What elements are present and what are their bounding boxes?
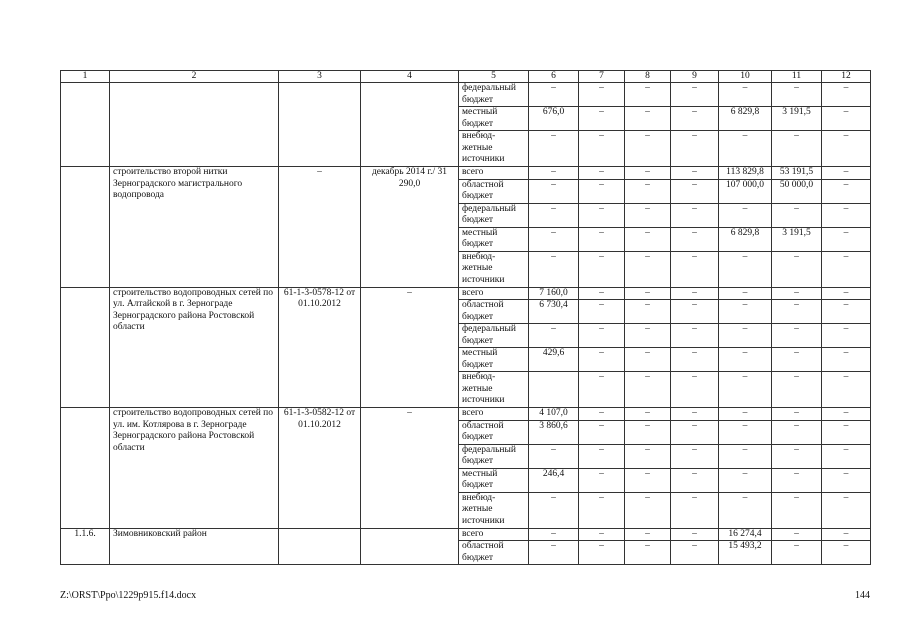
value-cell: –	[625, 324, 671, 348]
value-cell: –	[625, 107, 671, 131]
value-cell: –	[625, 287, 671, 300]
column-number-cell: 1	[61, 71, 110, 83]
value-cell: –	[625, 83, 671, 107]
funding-source-cell: всего	[459, 167, 529, 180]
item-number-cell	[61, 83, 110, 167]
document-table-area	[60, 70, 870, 565]
value-cell: –	[671, 348, 719, 372]
funding-source-cell: федеральный бюджет	[459, 203, 529, 227]
value-cell: 4 107,0	[529, 408, 579, 421]
value-cell: –	[772, 541, 822, 565]
value-cell: –	[671, 420, 719, 444]
table-body	[61, 71, 871, 565]
column-number-cell: 2	[110, 71, 279, 83]
value-cell: –	[822, 408, 871, 421]
value-cell: –	[625, 528, 671, 541]
funding-source-cell: внебюд-жетные источники	[459, 492, 529, 528]
value-cell: –	[625, 179, 671, 203]
file-path: Z:\ORST\Ppo\1229p915.f14.docx	[60, 590, 197, 601]
funding-source-cell: местный бюджет	[459, 107, 529, 131]
value-cell: –	[625, 541, 671, 565]
value-cell: –	[822, 324, 871, 348]
value-cell: –	[671, 492, 719, 528]
value-cell: –	[529, 324, 579, 348]
value-cell: –	[719, 468, 772, 492]
value-cell: –	[625, 167, 671, 180]
value-cell: –	[625, 444, 671, 468]
value-cell: –	[579, 287, 625, 300]
funding-source-cell: всего	[459, 408, 529, 421]
value-cell: –	[579, 251, 625, 287]
column-number-cell: 12	[822, 71, 871, 83]
value-cell: –	[772, 131, 822, 167]
funding-source-cell: федеральный бюджет	[459, 324, 529, 348]
table-row	[61, 167, 871, 180]
funding-source-cell: федеральный бюджет	[459, 444, 529, 468]
object-name-cell: строительство второй нитки Зерноградского магистрального водопровода	[110, 167, 279, 288]
expertise-conclusion-cell	[279, 83, 361, 167]
value-cell: –	[671, 107, 719, 131]
value-cell: 6 829,8	[719, 107, 772, 131]
funding-source-cell: федеральный бюджет	[459, 83, 529, 107]
column-number-cell: 6	[529, 71, 579, 83]
value-cell: –	[822, 203, 871, 227]
value-cell: –	[719, 408, 772, 421]
value-cell: –	[719, 324, 772, 348]
funding-source-cell: местный бюджет	[459, 468, 529, 492]
funding-source-cell: внебюд-жетные источники	[459, 131, 529, 167]
value-cell: –	[671, 444, 719, 468]
value-cell: 429,6	[529, 348, 579, 372]
value-cell: 3 860,6	[529, 420, 579, 444]
value-cell: –	[671, 287, 719, 300]
value-cell: –	[579, 408, 625, 421]
column-number-cell: 3	[279, 71, 361, 83]
value-cell: –	[529, 492, 579, 528]
value-cell: –	[579, 131, 625, 167]
value-cell: –	[822, 227, 871, 251]
expertise-conclusion-cell: 61-1-3-0578-12 от 01.10.2012	[279, 287, 361, 408]
value-cell: –	[579, 300, 625, 324]
value-cell: –	[579, 83, 625, 107]
funding-source-cell: всего	[459, 287, 529, 300]
value-cell: 113 829,8	[719, 167, 772, 180]
value-cell: 3 191,5	[772, 227, 822, 251]
value-cell: –	[822, 107, 871, 131]
value-cell: –	[822, 179, 871, 203]
value-cell: –	[671, 251, 719, 287]
value-cell: –	[822, 492, 871, 528]
item-number-cell	[61, 167, 110, 288]
value-cell: –	[625, 372, 671, 408]
commission-date-cell: декабрь 2014 г./ 31 290,0	[361, 167, 459, 288]
object-name-cell: строительство водопроводных сетей по ул. им. Котлярова в г. Зернограде Зерноградского района Ростовской области	[110, 408, 279, 529]
value-cell: –	[625, 420, 671, 444]
value-cell: –	[579, 492, 625, 528]
value-cell: –	[719, 131, 772, 167]
value-cell: –	[671, 408, 719, 421]
value-cell: –	[529, 444, 579, 468]
column-number-cell: 9	[671, 71, 719, 83]
table-row	[61, 408, 871, 421]
value-cell: –	[671, 300, 719, 324]
column-number-cell: 4	[361, 71, 459, 83]
value-cell: –	[772, 420, 822, 444]
value-cell: –	[822, 372, 871, 408]
value-cell: –	[719, 348, 772, 372]
value-cell: –	[822, 348, 871, 372]
expertise-conclusion-cell: –	[279, 167, 361, 288]
value-cell: –	[671, 167, 719, 180]
commission-date-cell	[361, 83, 459, 167]
table-row	[61, 83, 871, 107]
value-cell: –	[719, 300, 772, 324]
value-cell: –	[579, 348, 625, 372]
value-cell: –	[772, 83, 822, 107]
value-cell: –	[579, 444, 625, 468]
funding-source-cell: всего	[459, 528, 529, 541]
value-cell: –	[772, 372, 822, 408]
column-number-cell: 5	[459, 71, 529, 83]
value-cell: –	[719, 203, 772, 227]
value-cell: –	[529, 251, 579, 287]
value-cell: –	[772, 468, 822, 492]
value-cell: –	[579, 468, 625, 492]
value-cell: –	[579, 324, 625, 348]
table-row	[61, 287, 871, 300]
value-cell: 6 829,8	[719, 227, 772, 251]
funding-source-cell: местный бюджет	[459, 227, 529, 251]
value-cell: –	[625, 131, 671, 167]
value-cell: –	[822, 287, 871, 300]
value-cell: –	[822, 468, 871, 492]
value-cell: –	[625, 251, 671, 287]
value-cell: –	[822, 131, 871, 167]
value-cell	[529, 372, 579, 408]
value-cell: –	[772, 324, 822, 348]
value-cell: –	[719, 444, 772, 468]
value-cell: –	[822, 83, 871, 107]
value-cell: –	[772, 203, 822, 227]
value-cell: –	[822, 444, 871, 468]
value-cell: –	[529, 203, 579, 227]
item-number-cell: 1.1.6.	[61, 528, 110, 565]
value-cell: 3 191,5	[772, 107, 822, 131]
funding-source-cell: областной бюджет	[459, 541, 529, 565]
value-cell: –	[772, 348, 822, 372]
value-cell: –	[671, 83, 719, 107]
table-row	[61, 528, 871, 541]
value-cell: –	[625, 203, 671, 227]
column-number-cell: 8	[625, 71, 671, 83]
value-cell: –	[719, 251, 772, 287]
value-cell: –	[529, 167, 579, 180]
value-cell: –	[529, 179, 579, 203]
value-cell: –	[529, 528, 579, 541]
value-cell: –	[719, 492, 772, 528]
value-cell: –	[579, 203, 625, 227]
value-cell: –	[719, 372, 772, 408]
value-cell: –	[579, 107, 625, 131]
value-cell: –	[719, 287, 772, 300]
expertise-conclusion-cell: 61-1-3-0582-12 от 01.10.2012	[279, 408, 361, 529]
value-cell: –	[671, 131, 719, 167]
value-cell: –	[625, 227, 671, 251]
value-cell: –	[579, 167, 625, 180]
financing-table	[60, 70, 871, 565]
value-cell: 15 493,2	[719, 541, 772, 565]
value-cell: –	[772, 492, 822, 528]
value-cell: –	[719, 83, 772, 107]
value-cell: –	[671, 541, 719, 565]
value-cell: –	[772, 300, 822, 324]
value-cell: –	[579, 227, 625, 251]
column-number-cell: 11	[772, 71, 822, 83]
value-cell: –	[625, 348, 671, 372]
funding-source-cell: областной бюджет	[459, 300, 529, 324]
value-cell: –	[625, 468, 671, 492]
value-cell: –	[625, 492, 671, 528]
value-cell: 16 274,4	[719, 528, 772, 541]
value-cell: –	[822, 528, 871, 541]
value-cell: –	[671, 324, 719, 348]
commission-date-cell: –	[361, 408, 459, 529]
funding-source-cell: внебюд-жетные источники	[459, 372, 529, 408]
item-number-cell	[61, 287, 110, 408]
value-cell: –	[671, 372, 719, 408]
value-cell: –	[529, 541, 579, 565]
object-name-cell	[110, 83, 279, 167]
value-cell: 50 000,0	[772, 179, 822, 203]
funding-source-cell: внебюд-жетные источники	[459, 251, 529, 287]
value-cell: –	[719, 420, 772, 444]
value-cell: –	[772, 251, 822, 287]
value-cell: –	[625, 408, 671, 421]
value-cell: –	[772, 287, 822, 300]
column-number-cell: 7	[579, 71, 625, 83]
page-number: 144	[855, 590, 870, 601]
value-cell: –	[822, 300, 871, 324]
expertise-conclusion-cell	[279, 528, 361, 565]
value-cell: 53 191,5	[772, 167, 822, 180]
column-number-cell: 10	[719, 71, 772, 83]
value-cell: –	[822, 420, 871, 444]
value-cell: –	[579, 179, 625, 203]
value-cell: 676,0	[529, 107, 579, 131]
value-cell: –	[529, 131, 579, 167]
value-cell: –	[579, 528, 625, 541]
value-cell: –	[529, 83, 579, 107]
object-name-cell: строительство водопроводных сетей по ул. Алтайской в г. Зернограде Зерноградского района Ростовской области	[110, 287, 279, 408]
value-cell: –	[671, 468, 719, 492]
value-cell: 107 000,0	[719, 179, 772, 203]
value-cell: –	[822, 251, 871, 287]
value-cell: –	[822, 167, 871, 180]
value-cell: –	[625, 300, 671, 324]
value-cell: –	[579, 420, 625, 444]
value-cell: –	[772, 444, 822, 468]
value-cell: 7 160,0	[529, 287, 579, 300]
column-number-row	[61, 71, 871, 83]
value-cell: –	[822, 541, 871, 565]
value-cell: –	[671, 528, 719, 541]
value-cell: 246,4	[529, 468, 579, 492]
value-cell: –	[579, 372, 625, 408]
object-name-cell: Зимовниковский район	[110, 528, 279, 565]
value-cell: –	[529, 227, 579, 251]
value-cell: –	[772, 528, 822, 541]
commission-date-cell: –	[361, 287, 459, 408]
item-number-cell	[61, 408, 110, 529]
value-cell: 6 730,4	[529, 300, 579, 324]
value-cell: –	[671, 227, 719, 251]
commission-date-cell	[361, 528, 459, 565]
funding-source-cell: областной бюджет	[459, 420, 529, 444]
value-cell: –	[579, 541, 625, 565]
funding-source-cell: местный бюджет	[459, 348, 529, 372]
value-cell: –	[671, 203, 719, 227]
value-cell: –	[671, 179, 719, 203]
funding-source-cell: областной бюджет	[459, 179, 529, 203]
value-cell: –	[772, 408, 822, 421]
